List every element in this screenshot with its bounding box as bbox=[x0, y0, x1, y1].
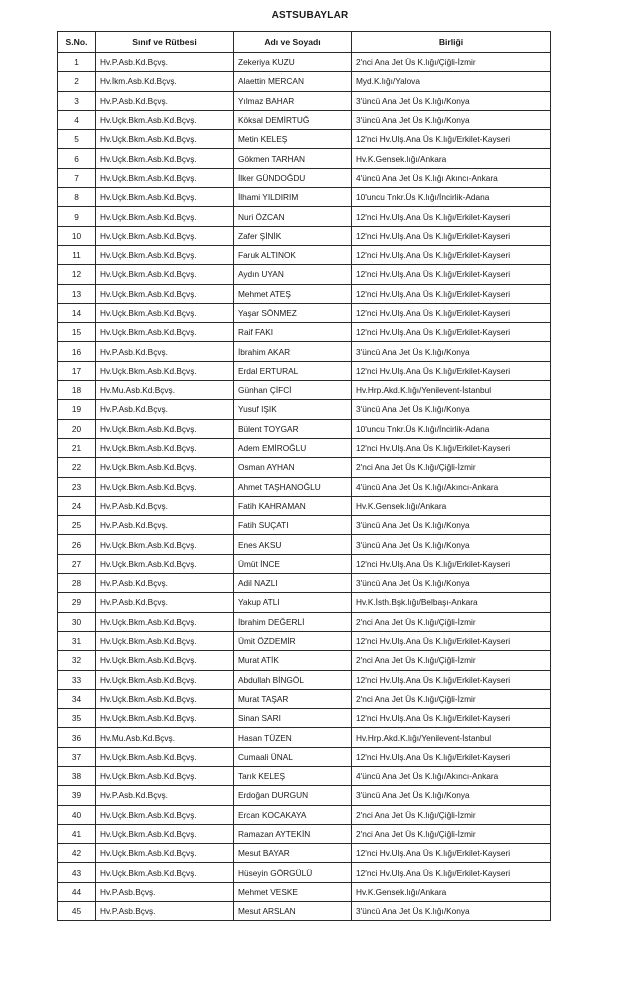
cell-sno: 20 bbox=[58, 419, 96, 438]
table-row bbox=[58, 496, 551, 515]
cell-unit: 4'üncü Ana Jet Üs K.lığı Akıncı-Ankara bbox=[352, 168, 551, 187]
cell-name: Erdoğan DURGUN bbox=[234, 786, 352, 805]
cell-sno: 45 bbox=[58, 902, 96, 921]
cell-unit: Hv.K.Gensek.lığı/Ankara bbox=[352, 496, 551, 515]
personnel-table bbox=[57, 31, 551, 921]
table-row bbox=[58, 265, 551, 284]
cell-name: Cumaali ÜNAL bbox=[234, 747, 352, 766]
cell-sno: 41 bbox=[58, 824, 96, 843]
table-row bbox=[58, 902, 551, 921]
cell-unit: Hv.K.Gensek.lığı/Ankara bbox=[352, 149, 551, 168]
cell-rank: Hv.P.Asb.Kd.Bçvş. bbox=[96, 53, 234, 72]
table-row bbox=[58, 709, 551, 728]
table-row bbox=[58, 824, 551, 843]
table-row bbox=[58, 516, 551, 535]
cell-name: Adem EMİROĞLU bbox=[234, 438, 352, 457]
column-header-unit: Birliği bbox=[352, 32, 551, 53]
cell-unit: 12'nci Hv.Ulş.Ana Üs K.lığı/Erkilet-Kayseri bbox=[352, 747, 551, 766]
cell-sno: 13 bbox=[58, 284, 96, 303]
cell-name: Murat ATİK bbox=[234, 651, 352, 670]
cell-rank: Hv.İkm.Asb.Kd.Bçvş. bbox=[96, 72, 234, 91]
cell-name: Erdal ERTURAL bbox=[234, 361, 352, 380]
cell-rank: Hv.Uçk.Bkm.Asb.Kd.Bçvş. bbox=[96, 458, 234, 477]
cell-name: Adil NAZLI bbox=[234, 574, 352, 593]
cell-unit: 12'nci Hv.Ulş.Ana Üs K.lığı/Erkilet-Kayseri bbox=[352, 226, 551, 245]
cell-name: Mesut ARSLAN bbox=[234, 902, 352, 921]
cell-sno: 28 bbox=[58, 574, 96, 593]
cell-name: Hasan TÜZEN bbox=[234, 728, 352, 747]
cell-sno: 36 bbox=[58, 728, 96, 747]
table-row bbox=[58, 130, 551, 149]
table-row bbox=[58, 245, 551, 264]
cell-rank: Hv.Uçk.Bkm.Asb.Kd.Bçvş. bbox=[96, 844, 234, 863]
cell-sno: 38 bbox=[58, 766, 96, 785]
page-title: ASTSUBAYLAR bbox=[271, 10, 349, 21]
cell-unit: Hv.Hrp.Akd.K.lığı/Yenilevent-İstanbul bbox=[352, 381, 551, 400]
cell-unit: 12'nci Hv.Ulş.Ana Üs K.lığı/Erkilet-Kayseri bbox=[352, 863, 551, 882]
cell-rank: Hv.P.Asb.Kd.Bçvş. bbox=[96, 786, 234, 805]
table-row bbox=[58, 226, 551, 245]
table-row bbox=[58, 303, 551, 322]
cell-sno: 11 bbox=[58, 245, 96, 264]
cell-rank: Hv.Uçk.Bkm.Asb.Kd.Bçvş. bbox=[96, 207, 234, 226]
cell-sno: 31 bbox=[58, 631, 96, 650]
cell-unit: 12'nci Hv.Ulş.Ana Üs K.lığı/Erkilet-Kayseri bbox=[352, 631, 551, 650]
cell-unit: 2'nci Ana Jet Üs K.lığı/Çiğli-İzmir bbox=[352, 824, 551, 843]
cell-sno: 12 bbox=[58, 265, 96, 284]
cell-rank: Hv.P.Asb.Kd.Bçvş. bbox=[96, 516, 234, 535]
cell-sno: 44 bbox=[58, 882, 96, 901]
table-row bbox=[58, 419, 551, 438]
cell-sno: 3 bbox=[58, 91, 96, 110]
cell-name: Fatih KAHRAMAN bbox=[234, 496, 352, 515]
cell-sno: 2 bbox=[58, 72, 96, 91]
table-row bbox=[58, 863, 551, 882]
cell-unit: 3'üncü Ana Jet Üs K.lığı/Konya bbox=[352, 902, 551, 921]
cell-rank: Hv.Uçk.Bkm.Asb.Kd.Bçvş. bbox=[96, 631, 234, 650]
column-header-sno: S.No. bbox=[58, 32, 96, 53]
cell-name: Mesut BAYAR bbox=[234, 844, 352, 863]
cell-name: Metin KELEŞ bbox=[234, 130, 352, 149]
cell-rank: Hv.Uçk.Bkm.Asb.Kd.Bçvş. bbox=[96, 168, 234, 187]
cell-rank: Hv.Uçk.Bkm.Asb.Kd.Bçvş. bbox=[96, 361, 234, 380]
cell-unit: Hv.K.Gensek.lığı/Ankara bbox=[352, 882, 551, 901]
cell-sno: 33 bbox=[58, 670, 96, 689]
cell-rank: Hv.P.Asb.Kd.Bçvş. bbox=[96, 593, 234, 612]
cell-unit: 10'uncu Tnkr.Üs K.lığı/İncirlik-Adana bbox=[352, 188, 551, 207]
cell-unit: 12'nci Hv.Ulş.Ana Üs K.lığı/Erkilet-Kayseri bbox=[352, 284, 551, 303]
cell-name: Aydın UYAN bbox=[234, 265, 352, 284]
cell-sno: 40 bbox=[58, 805, 96, 824]
table-row bbox=[58, 188, 551, 207]
table-row bbox=[58, 207, 551, 226]
cell-rank: Hv.Uçk.Bkm.Asb.Kd.Bçvş. bbox=[96, 188, 234, 207]
cell-rank: Hv.P.Asb.Bçvş. bbox=[96, 902, 234, 921]
cell-name: Yaşar SÖNMEZ bbox=[234, 303, 352, 322]
cell-name: İlker GÜNDOĞDU bbox=[234, 168, 352, 187]
cell-name: Bülent TOYGAR bbox=[234, 419, 352, 438]
cell-unit: 12'nci Hv.Ulş.Ana Üs K.lığı/Erkilet-Kayseri bbox=[352, 303, 551, 322]
cell-rank: Hv.Uçk.Bkm.Asb.Kd.Bçvş. bbox=[96, 612, 234, 631]
cell-unit: 3'üncü Ana Jet Üs K.lığı/Konya bbox=[352, 516, 551, 535]
table-row bbox=[58, 805, 551, 824]
cell-rank: Hv.Uçk.Bkm.Asb.Kd.Bçvş. bbox=[96, 419, 234, 438]
cell-unit: 12'nci Hv.Ulş.Ana Üs K.lığı/Erkilet-Kayseri bbox=[352, 438, 551, 457]
cell-unit: 12'nci Hv.Ulş.Ana Üs K.lığı/Erkilet-Kayseri bbox=[352, 844, 551, 863]
cell-name: Ercan KOCAKAYA bbox=[234, 805, 352, 824]
cell-sno: 4 bbox=[58, 110, 96, 129]
cell-unit: 3'üncü Ana Jet Üs K.lığı/Konya bbox=[352, 535, 551, 554]
cell-rank: Hv.Uçk.Bkm.Asb.Kd.Bçvş. bbox=[96, 709, 234, 728]
cell-unit: 3'üncü Ana Jet Üs K.lığı/Konya bbox=[352, 786, 551, 805]
cell-unit: 2'nci Ana Jet Üs K.lığı/Çiğli-İzmir bbox=[352, 805, 551, 824]
cell-sno: 32 bbox=[58, 651, 96, 670]
cell-unit: 12'nci Hv.Ulş.Ana Üs K.lığı/Erkilet-Kayseri bbox=[352, 361, 551, 380]
cell-rank: Hv.P.Asb.Kd.Bçvş. bbox=[96, 496, 234, 515]
table-row bbox=[58, 323, 551, 342]
cell-name: Tarık KELEŞ bbox=[234, 766, 352, 785]
cell-rank: Hv.Uçk.Bkm.Asb.Kd.Bçvş. bbox=[96, 554, 234, 573]
cell-sno: 27 bbox=[58, 554, 96, 573]
cell-name: Murat TAŞAR bbox=[234, 689, 352, 708]
cell-rank: Hv.Uçk.Bkm.Asb.Kd.Bçvş. bbox=[96, 535, 234, 554]
cell-sno: 43 bbox=[58, 863, 96, 882]
cell-name: Alaettin MERCAN bbox=[234, 72, 352, 91]
cell-name: Zafer ŞİNİK bbox=[234, 226, 352, 245]
cell-sno: 26 bbox=[58, 535, 96, 554]
cell-sno: 19 bbox=[58, 400, 96, 419]
cell-sno: 7 bbox=[58, 168, 96, 187]
column-header-name: Adı ve Soyadı bbox=[234, 32, 352, 53]
cell-rank: Hv.Uçk.Bkm.Asb.Kd.Bçvş. bbox=[96, 323, 234, 342]
cell-unit: 12'nci Hv.Ulş.Ana Üs K.lığı/Erkilet-Kayseri bbox=[352, 670, 551, 689]
cell-rank: Hv.Uçk.Bkm.Asb.Kd.Bçvş. bbox=[96, 477, 234, 496]
cell-name: Ahmet TAŞHANOĞLU bbox=[234, 477, 352, 496]
cell-sno: 30 bbox=[58, 612, 96, 631]
cell-name: Günhan ÇİFCİ bbox=[234, 381, 352, 400]
table-row bbox=[58, 882, 551, 901]
table-row bbox=[58, 747, 551, 766]
table-row bbox=[58, 53, 551, 72]
cell-sno: 29 bbox=[58, 593, 96, 612]
cell-name: Ramazan AYTEKİN bbox=[234, 824, 352, 843]
table-row bbox=[58, 631, 551, 650]
table-row bbox=[58, 651, 551, 670]
cell-rank: Hv.Uçk.Bkm.Asb.Kd.Bçvş. bbox=[96, 863, 234, 882]
cell-unit: Myd.K.lığı/Yalova bbox=[352, 72, 551, 91]
cell-unit: 12'nci Hv.Ulş.Ana Üs K.lığı/Erkilet-Kayseri bbox=[352, 245, 551, 264]
cell-unit: 3'üncü Ana Jet Üs K.lığı/Konya bbox=[352, 91, 551, 110]
table-row bbox=[58, 110, 551, 129]
cell-name: Faruk ALTINOK bbox=[234, 245, 352, 264]
cell-sno: 25 bbox=[58, 516, 96, 535]
cell-unit: 3'üncü Ana Jet Üs K.lığı/Konya bbox=[352, 400, 551, 419]
table-row bbox=[58, 535, 551, 554]
table-row bbox=[58, 612, 551, 631]
table-row bbox=[58, 593, 551, 612]
cell-unit: 4'üncü Ana Jet Üs K.lığı/Akıncı-Ankara bbox=[352, 477, 551, 496]
cell-sno: 8 bbox=[58, 188, 96, 207]
cell-sno: 21 bbox=[58, 438, 96, 457]
cell-name: Sinan SARI bbox=[234, 709, 352, 728]
cell-unit: 2'nci Ana Jet Üs K.lığı/Çiğli-İzmir bbox=[352, 651, 551, 670]
cell-name: Enes AKSU bbox=[234, 535, 352, 554]
cell-rank: Hv.Uçk.Bkm.Asb.Kd.Bçvş. bbox=[96, 149, 234, 168]
cell-rank: Hv.P.Asb.Kd.Bçvş. bbox=[96, 342, 234, 361]
cell-sno: 24 bbox=[58, 496, 96, 515]
cell-unit: 12'nci Hv.Ulş.Ana Üs K.lığı/Erkilet-Kayseri bbox=[352, 265, 551, 284]
cell-name: Mehmet ATEŞ bbox=[234, 284, 352, 303]
table-row bbox=[58, 786, 551, 805]
cell-rank: Hv.Uçk.Bkm.Asb.Kd.Bçvş. bbox=[96, 130, 234, 149]
cell-sno: 18 bbox=[58, 381, 96, 400]
cell-sno: 37 bbox=[58, 747, 96, 766]
cell-unit: Hv.Hrp.Akd.K.lığı/Yenilevent-İstanbul bbox=[352, 728, 551, 747]
table-row bbox=[58, 844, 551, 863]
cell-name: Fatih SUÇATI bbox=[234, 516, 352, 535]
table-row bbox=[58, 689, 551, 708]
cell-rank: Hv.P.Asb.Bçvş. bbox=[96, 882, 234, 901]
table-row bbox=[58, 342, 551, 361]
cell-name: Mehmet VESKE bbox=[234, 882, 352, 901]
table-row bbox=[58, 400, 551, 419]
cell-rank: Hv.P.Asb.Kd.Bçvş. bbox=[96, 91, 234, 110]
cell-sno: 9 bbox=[58, 207, 96, 226]
cell-name: Raif FAKI bbox=[234, 323, 352, 342]
table-row bbox=[58, 284, 551, 303]
cell-rank: Hv.Uçk.Bkm.Asb.Kd.Bçvş. bbox=[96, 438, 234, 457]
cell-sno: 6 bbox=[58, 149, 96, 168]
cell-rank: Hv.Uçk.Bkm.Asb.Kd.Bçvş. bbox=[96, 670, 234, 689]
cell-name: Gökmen TARHAN bbox=[234, 149, 352, 168]
cell-name: Zekeriya KUZU bbox=[234, 53, 352, 72]
cell-name: İbrahim DEĞERLİ bbox=[234, 612, 352, 631]
cell-rank: Hv.Mu.Asb.Kd.Bçvş. bbox=[96, 381, 234, 400]
table-row bbox=[58, 72, 551, 91]
cell-unit: 3'üncü Ana Jet Üs K.lığı/Konya bbox=[352, 110, 551, 129]
table-row bbox=[58, 149, 551, 168]
cell-name: Nuri ÖZCAN bbox=[234, 207, 352, 226]
cell-rank: Hv.Uçk.Bkm.Asb.Kd.Bçvş. bbox=[96, 689, 234, 708]
table-row bbox=[58, 438, 551, 457]
table-row bbox=[58, 381, 551, 400]
cell-rank: Hv.Uçk.Bkm.Asb.Kd.Bçvş. bbox=[96, 265, 234, 284]
table-row bbox=[58, 554, 551, 573]
cell-sno: 34 bbox=[58, 689, 96, 708]
cell-unit: 2'nci Ana Jet Üs K.lığı/Çiğli-İzmir bbox=[352, 458, 551, 477]
cell-rank: Hv.Uçk.Bkm.Asb.Kd.Bçvş. bbox=[96, 284, 234, 303]
cell-name: İlhami YILDIRIM bbox=[234, 188, 352, 207]
table-row bbox=[58, 91, 551, 110]
cell-rank: Hv.Uçk.Bkm.Asb.Kd.Bçvş. bbox=[96, 226, 234, 245]
cell-rank: Hv.Uçk.Bkm.Asb.Kd.Bçvş. bbox=[96, 824, 234, 843]
cell-unit: 12'nci Hv.Ulş.Ana Üs K.lığı/Erkilet-Kayseri bbox=[352, 130, 551, 149]
cell-unit: 3'üncü Ana Jet Üs K.lığı/Konya bbox=[352, 574, 551, 593]
table-row bbox=[58, 728, 551, 747]
cell-rank: Hv.P.Asb.Kd.Bçvş. bbox=[96, 400, 234, 419]
cell-sno: 17 bbox=[58, 361, 96, 380]
table-row bbox=[58, 670, 551, 689]
cell-rank: Hv.Uçk.Bkm.Asb.Kd.Bçvş. bbox=[96, 766, 234, 785]
cell-unit: 12'nci Hv.Ulş.Ana Üs K.lığı/Erkilet-Kayseri bbox=[352, 709, 551, 728]
cell-name: Yusuf IŞIK bbox=[234, 400, 352, 419]
cell-name: Köksal DEMİRTUĞ bbox=[234, 110, 352, 129]
cell-rank: Hv.Mu.Asb.Kd.Bçvş. bbox=[96, 728, 234, 747]
cell-name: Yakup ATLI bbox=[234, 593, 352, 612]
cell-sno: 10 bbox=[58, 226, 96, 245]
cell-unit: 2'nci Ana Jet Üs K.lığı/Çiğli-İzmir bbox=[352, 612, 551, 631]
cell-unit: 3'üncü Ana Jet Üs K.lığı/Konya bbox=[352, 342, 551, 361]
cell-sno: 23 bbox=[58, 477, 96, 496]
cell-rank: Hv.Uçk.Bkm.Asb.Kd.Bçvş. bbox=[96, 651, 234, 670]
table-row bbox=[58, 766, 551, 785]
table-row bbox=[58, 168, 551, 187]
table-body bbox=[58, 53, 551, 921]
cell-unit: 12'nci Hv.Ulş.Ana Üs K.lığı/Erkilet-Kayseri bbox=[352, 323, 551, 342]
cell-rank: Hv.Uçk.Bkm.Asb.Kd.Bçvş. bbox=[96, 110, 234, 129]
cell-name: İbrahim AKAR bbox=[234, 342, 352, 361]
cell-name: Hüseyin GÖRGÜLÜ bbox=[234, 863, 352, 882]
cell-name: Ümüt İNCE bbox=[234, 554, 352, 573]
table-row bbox=[58, 574, 551, 593]
cell-sno: 15 bbox=[58, 323, 96, 342]
cell-rank: Hv.Uçk.Bkm.Asb.Kd.Bçvş. bbox=[96, 805, 234, 824]
table-header-row bbox=[58, 32, 551, 53]
cell-unit: Hv.K.İsth.Bşk.lığı/Belbaşı-Ankara bbox=[352, 593, 551, 612]
cell-name: Yılmaz BAHAR bbox=[234, 91, 352, 110]
table-row bbox=[58, 477, 551, 496]
cell-sno: 35 bbox=[58, 709, 96, 728]
cell-unit: 10'uncu Tnkr.Üs K.lığı/İncirlik-Adana bbox=[352, 419, 551, 438]
cell-unit: 12'nci Hv.Ulş.Ana Üs K.lığı/Erkilet-Kayseri bbox=[352, 554, 551, 573]
cell-unit: 4'üncü Ana Jet Üs K.lığı/Akıncı-Ankara bbox=[352, 766, 551, 785]
cell-name: Abdullah BİNGÖL bbox=[234, 670, 352, 689]
table-row bbox=[58, 361, 551, 380]
cell-unit: 2'nci Ana Jet Üs K.lığı/Çiğli-İzmir bbox=[352, 689, 551, 708]
column-header-rank: Sınıf ve Rütbesi bbox=[96, 32, 234, 53]
cell-sno: 14 bbox=[58, 303, 96, 322]
cell-name: Ümit ÖZDEMİR bbox=[234, 631, 352, 650]
cell-rank: Hv.Uçk.Bkm.Asb.Kd.Bçvş. bbox=[96, 245, 234, 264]
cell-sno: 1 bbox=[58, 53, 96, 72]
cell-sno: 39 bbox=[58, 786, 96, 805]
cell-unit: 2'nci Ana Jet Üs K.lığı/Çiğli-İzmir bbox=[352, 53, 551, 72]
cell-unit: 12'nci Hv.Ulş.Ana Üs K.lığı/Erkilet-Kayseri bbox=[352, 207, 551, 226]
cell-name: Osman AYHAN bbox=[234, 458, 352, 477]
cell-rank: Hv.Uçk.Bkm.Asb.Kd.Bçvş. bbox=[96, 303, 234, 322]
cell-rank: Hv.P.Asb.Kd.Bçvş. bbox=[96, 574, 234, 593]
cell-sno: 42 bbox=[58, 844, 96, 863]
cell-sno: 22 bbox=[58, 458, 96, 477]
cell-sno: 5 bbox=[58, 130, 96, 149]
cell-sno: 16 bbox=[58, 342, 96, 361]
table-row bbox=[58, 458, 551, 477]
cell-rank: Hv.Uçk.Bkm.Asb.Kd.Bçvş. bbox=[96, 747, 234, 766]
